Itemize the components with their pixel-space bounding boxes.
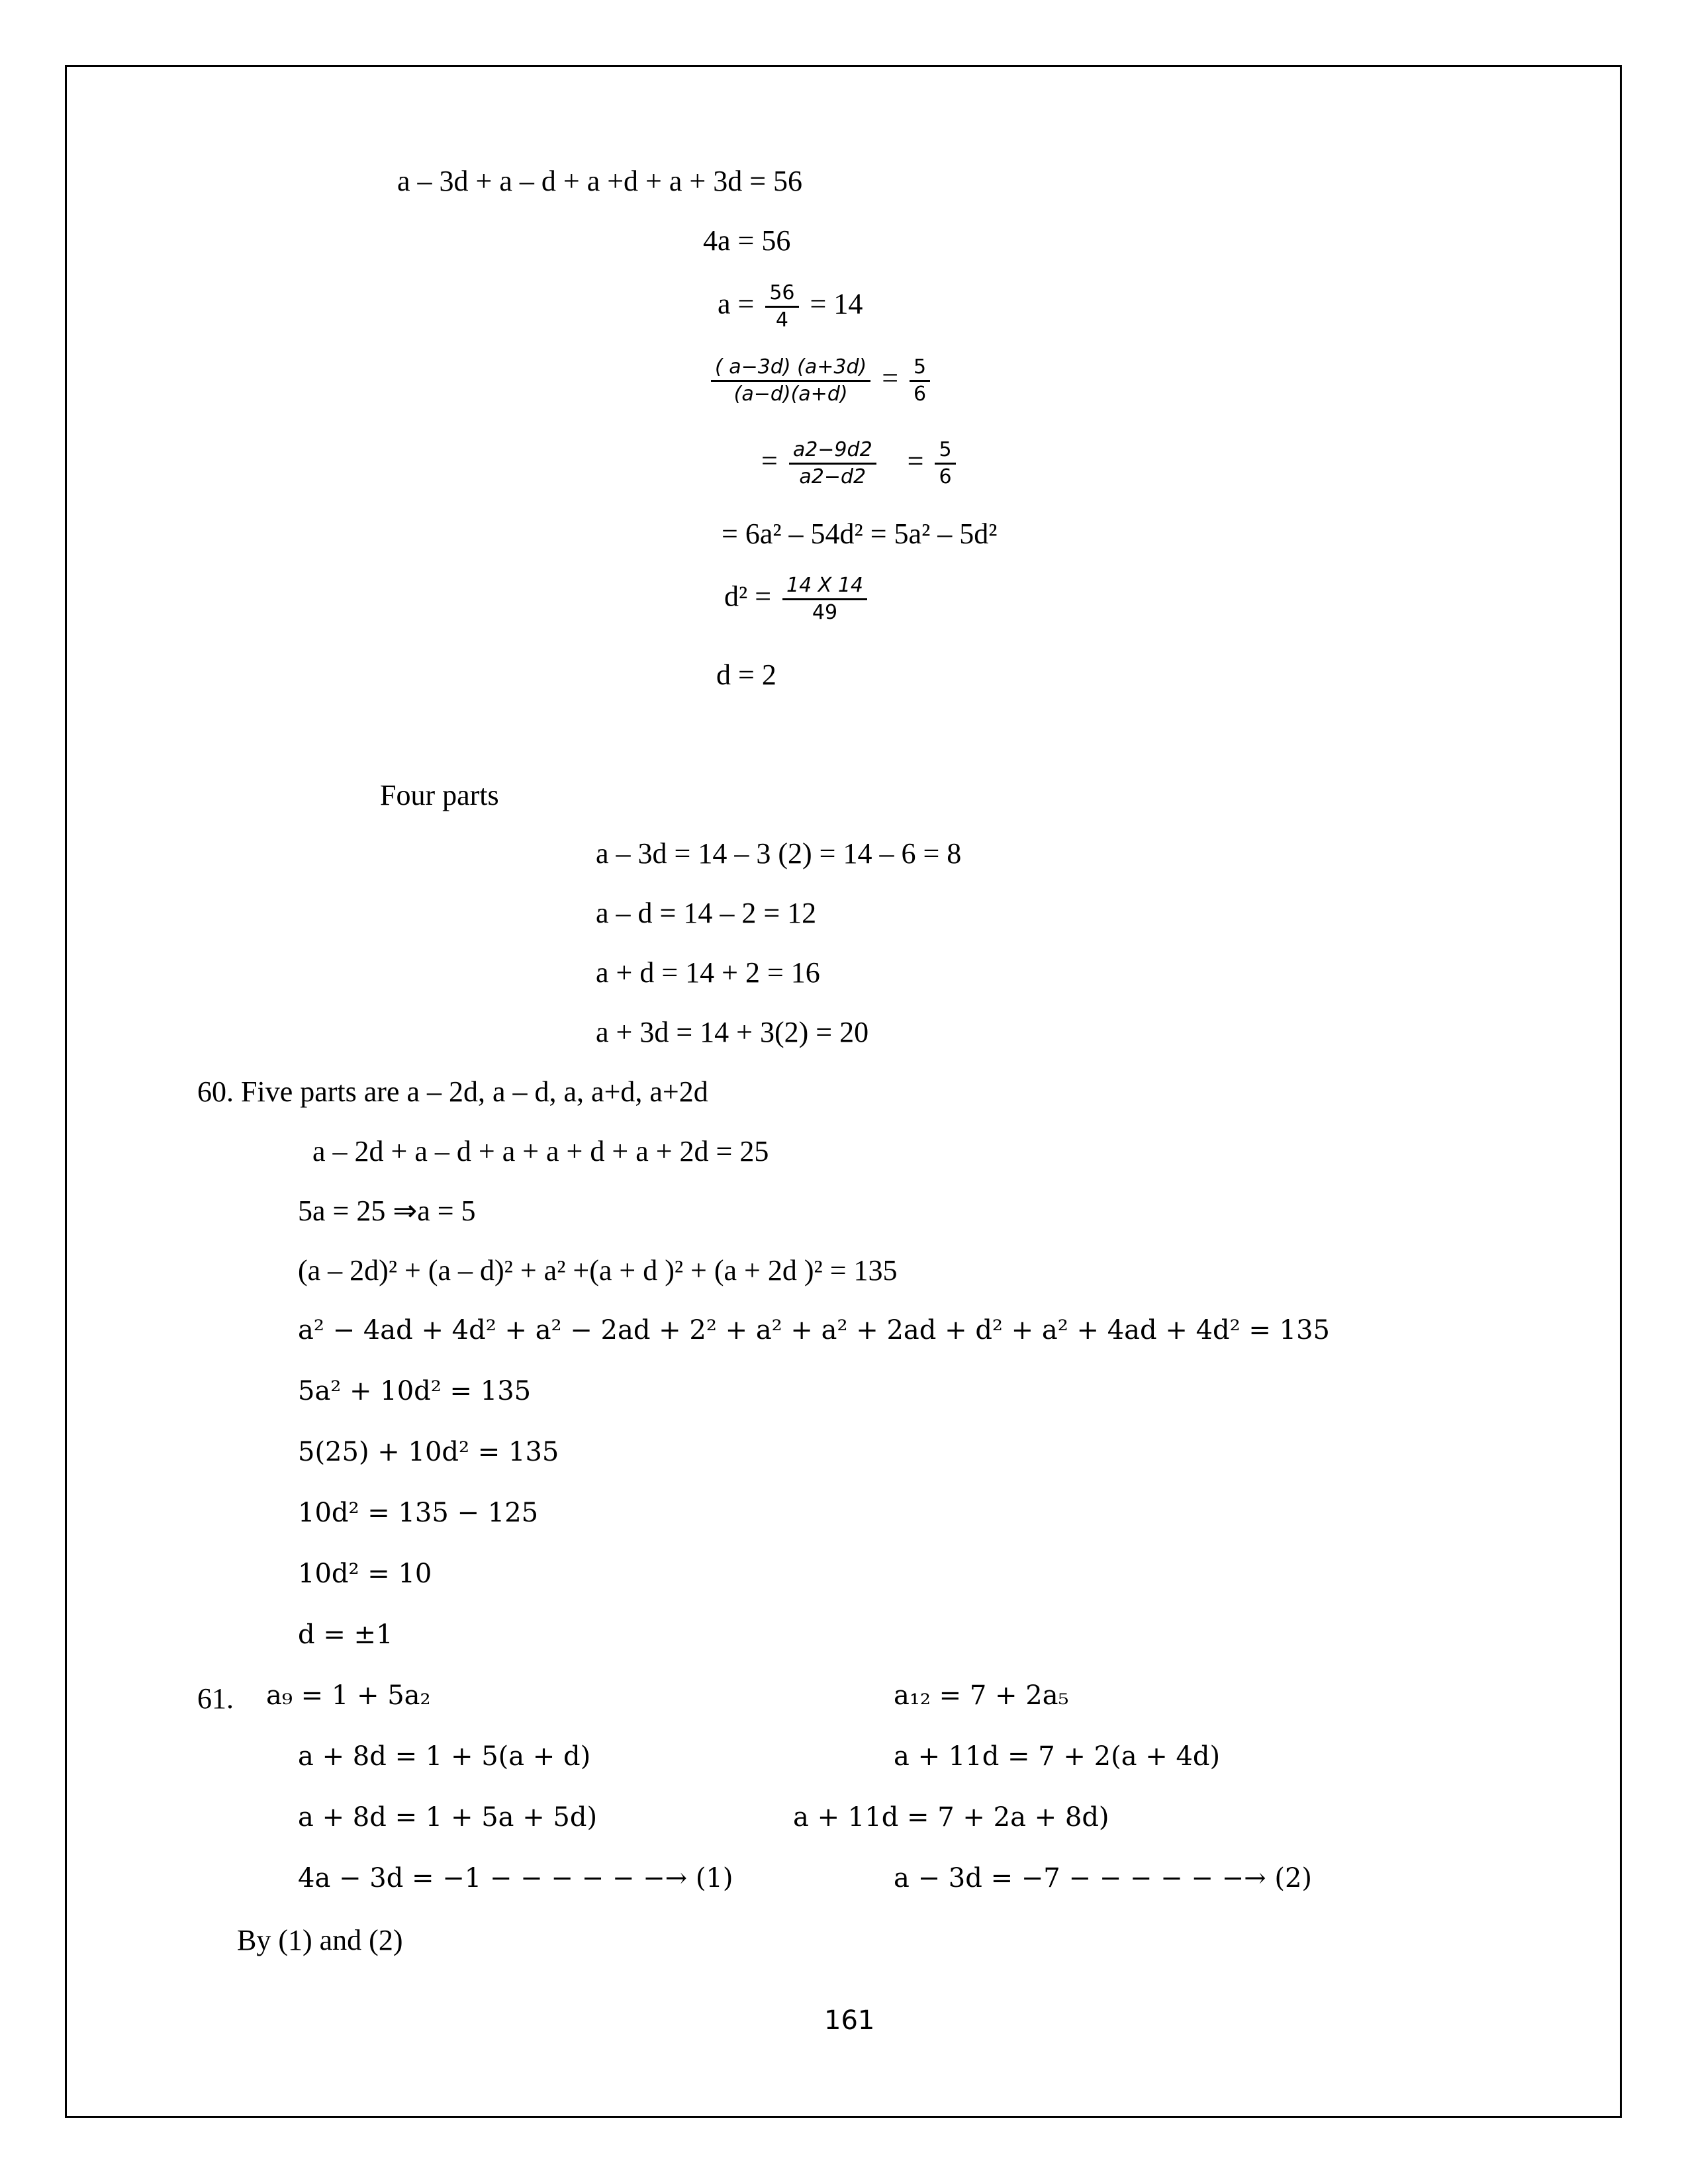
q60-step: 10d² = 135 − 125 — [298, 1498, 539, 1528]
q60-step: 10d² = 10 — [298, 1559, 432, 1589]
fraction: $\frac{( a-3d) (a+3d)}{(a-d)(a+d)}$ — [711, 357, 870, 404]
q61-left-3: a + 8d = 1 + 5a + 5d) — [298, 1802, 598, 1833]
equation-sum: a – 3d + a – d + a +d + a + 3d = 56 — [397, 165, 803, 197]
question-60: 60. Five parts are a – 2d, a – d, a, a+d, a+2d — [197, 1075, 708, 1108]
question-61-number: 61. — [197, 1682, 234, 1715]
equation-d-value: d = 2 — [716, 659, 776, 691]
part-4: a + 3d = 14 + 3(2) = 20 — [596, 1016, 869, 1048]
fraction: $\frac{a2-9d2}{a2-d2}$ — [789, 440, 876, 487]
q61-right-4: a − 3d = −7 − − − − − −→ (2) — [894, 1863, 1313, 1893]
q60-expanded: a² − 4ad + 4d² + a² − 2ad + 2² + a² + a² + 2ad + d² + a² + 4ad + 4d² = 135 — [298, 1315, 1330, 1345]
fraction: $\frac{56}{4}$ — [765, 283, 798, 330]
equation-ratio: $\frac{( a-3d) (a+3d)}{(a-d)(a+d)}$ = $\frac{5}{6}$ — [707, 357, 934, 404]
q60-sum: a – 2d + a – d + a + a + d + a + 2d = 25 — [312, 1135, 769, 1167]
fraction: $\frac{5}{6}$ — [910, 357, 930, 404]
heading-four-parts: Four parts — [380, 779, 499, 811]
part-2: a – d = 14 – 2 = 12 — [596, 897, 817, 929]
fraction: $\frac{14 X 14}{49}$ — [782, 576, 867, 623]
q61-right-2: a + 11d = 7 + 2(a + 4d) — [894, 1741, 1221, 1772]
q61-right-1: a₁₂ = 7 + 2a₅ — [894, 1680, 1069, 1711]
equation-cross-multiply: = 6a² – 54d² = 5a² – 5d² — [722, 518, 998, 550]
q60-substituted: 5(25) + 10d² = 135 — [298, 1437, 559, 1467]
equation-4a: 4a = 56 — [703, 224, 791, 257]
page-number: 161 — [824, 2005, 875, 2036]
q60-result: d = ±1 — [298, 1619, 393, 1650]
equation-a-value: a = $\frac{56}{4}$ = 14 — [718, 281, 863, 332]
q61-left-1: a₉ = 1 + 5a₂ — [266, 1680, 431, 1711]
q61-right-3: a + 11d = 7 + 2a + 8d) — [793, 1802, 1109, 1833]
q61-left-2: a + 8d = 1 + 5(a + d) — [298, 1741, 591, 1772]
q60-a-value: 5a = 25 ⇒a = 5 — [298, 1195, 476, 1227]
part-3: a + d = 14 + 2 = 16 — [596, 956, 820, 989]
part-1: a – 3d = 14 – 3 (2) = 14 – 6 = 8 — [596, 837, 962, 870]
fraction: $\frac{5}{6}$ — [935, 440, 955, 487]
q61-left-4: 4a − 3d = −1 − − − − − −→ (1) — [298, 1863, 733, 1893]
equation-ratio-expanded: = $\frac{a2-9d2}{a2-d2}$ = $\frac{5}{6}$ — [761, 440, 960, 487]
equation-d-squared: d² = $\frac{14 X 14}{49}$ — [724, 576, 871, 623]
q60-squares: (a – 2d)² + (a – d)² + a² +(a + d )² + (a + 2d )² = 135 — [298, 1254, 898, 1287]
q60-simplified: 5a² + 10d² = 135 — [298, 1376, 532, 1406]
q61-by-line: By (1) and (2) — [237, 1924, 403, 1956]
